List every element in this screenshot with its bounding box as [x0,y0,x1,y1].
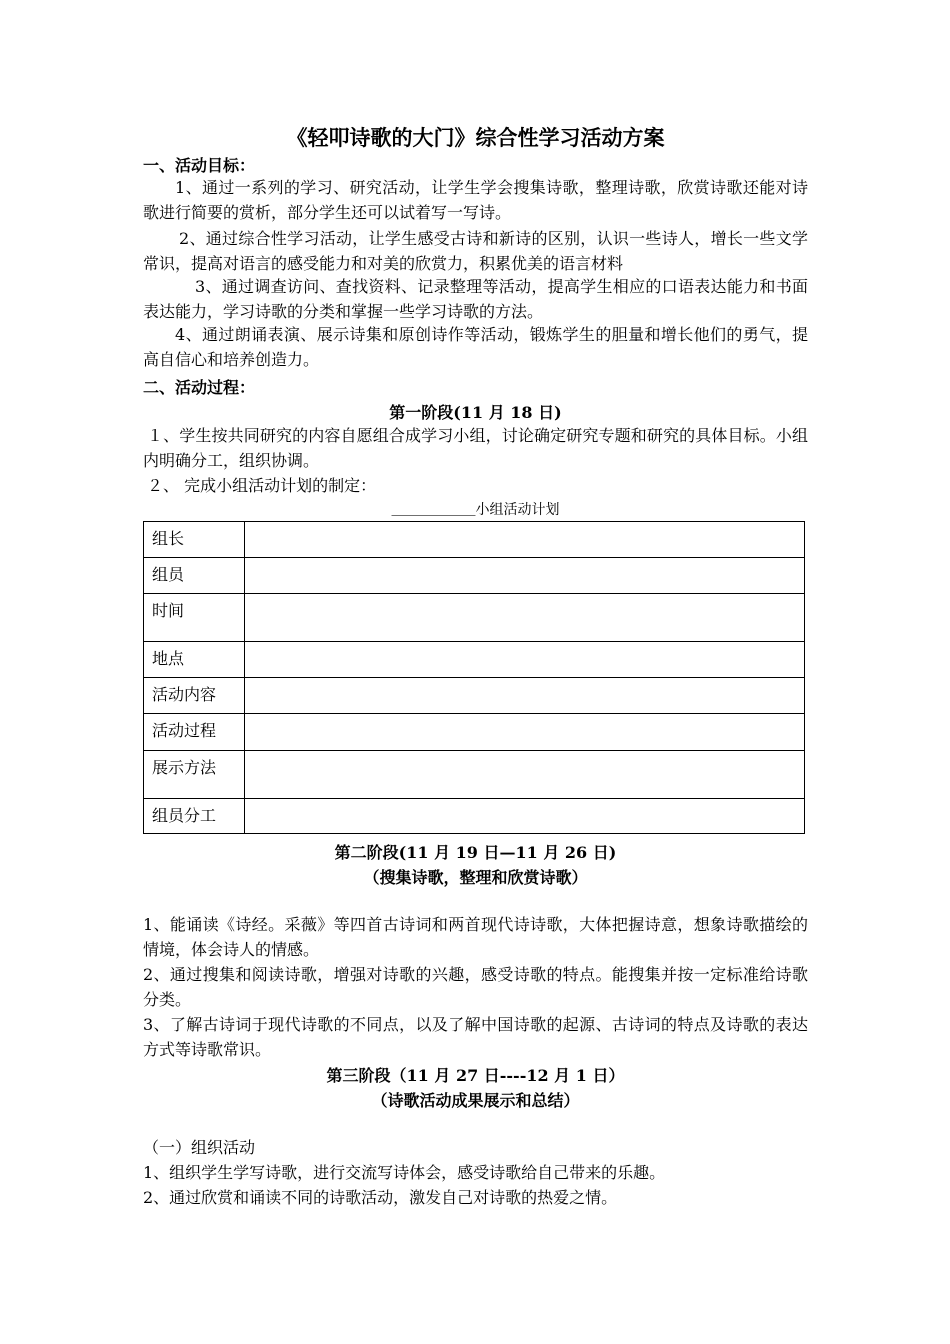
stage2-item-3: 3、了解古诗词于现代诗歌的不同点，以及了解中国诗歌的起源、古诗词的特点及诗歌的表达方式等诗歌常识。 [143,1015,808,1059]
stage1-heading: 第一阶段(11 月 18 日) [389,403,562,422]
table-row [144,594,805,642]
row-label: 组员 [144,558,245,594]
row-label: 活动过程 [144,714,245,751]
table-row [144,714,805,751]
table-row [144,558,805,594]
goal-item-2: 2、通过综合性学习活动，让学生感受古诗和新诗的区别，认识一些诗人，增长一些文学常识，提高对语言的感受能力和对美的欣赏力，积累优美的语言材料 [143,229,808,273]
table-row [144,642,805,678]
row-value-cell[interactable] [245,799,805,834]
row-value-cell[interactable] [245,558,805,594]
table-row [144,799,805,834]
row-value-cell[interactable] [245,714,805,751]
group-plan-table [143,521,805,834]
stage3-item-1: 1、组织学生学写诗歌，进行交流写诗体会，感受诗歌给自己带来的乐趣。 [143,1163,666,1182]
row-value-cell[interactable] [245,522,805,558]
row-label: 组长 [144,522,245,558]
stage2-heading: 第二阶段(11 月 19 日—11 月 26 日) [334,843,617,862]
section-heading-goals: 一、活动目标： [143,156,256,175]
stage3-heading: 第三阶段（11 月 27 日----12 月 1 日） [326,1066,625,1085]
stage3-subheading: （诗歌活动成果展示和总结） [371,1091,580,1110]
document-title: 《轻叩诗歌的大门》综合性学习活动方案 [286,125,665,150]
goal-item-4: 4、通过朗诵表演、展示诗集和原创诗作等活动，锻炼学生的胆量和增长他们的勇气，提高自信心和培养创造力。 [143,325,808,369]
row-value-cell[interactable] [245,678,805,714]
table-row [144,522,805,558]
row-label: 活动内容 [144,678,245,714]
stage3-group-heading: （一）组织活动 [143,1138,256,1157]
row-value-cell[interactable] [245,594,805,642]
stage2-subheading: （搜集诗歌，整理和欣赏诗歌） [363,868,588,887]
row-value-cell[interactable] [245,751,805,799]
row-label: 组员分工 [144,799,245,834]
section-heading-process: 二、活动过程： [143,378,256,397]
stage2-item-2: 2、通过搜集和阅读诗歌，增强对诗歌的兴趣，感受诗歌的特点。能搜集并按一定标准给诗歌分类。 [143,965,808,1009]
table-caption: ＿＿＿＿＿＿小组活动计划 [391,502,560,518]
row-label: 展示方法 [144,751,245,799]
stage1-item-1: １、学生按共同研究的内容自愿组合成学习小组，讨论确定研究专题和研究的具体目标。小组内明确分工，组织协调。 [143,426,808,470]
stage1-item-2: ２、 完成小组活动计划的制定： [147,476,377,495]
goal-item-1: 1、通过一系列的学习、研究活动，让学生学会搜集诗歌，整理诗歌，欣赏诗歌还能对诗歌进行简要的赏析，部分学生还可以试着写一写诗。 [143,178,808,222]
row-label: 时间 [144,594,245,642]
stage2-item-1: 1、能诵读《诗经。采薇》等四首古诗词和两首现代诗诗歌，大体把握诗意，想象诗歌描绘的情境，体会诗人的情感。 [143,915,808,959]
table-row [144,751,805,799]
row-value-cell[interactable] [245,642,805,678]
stage3-item-2: 2、通过欣赏和诵读不同的诗歌活动，激发自己对诗歌的热爱之情。 [143,1188,618,1207]
table-row [144,678,805,714]
goal-item-3: 3、通过调查访问、查找资料、记录整理等活动，提高学生相应的口语表达能力和书面表达能力，学习诗歌的分类和掌握一些学习诗歌的方法。 [143,277,808,321]
row-label: 地点 [144,642,245,678]
